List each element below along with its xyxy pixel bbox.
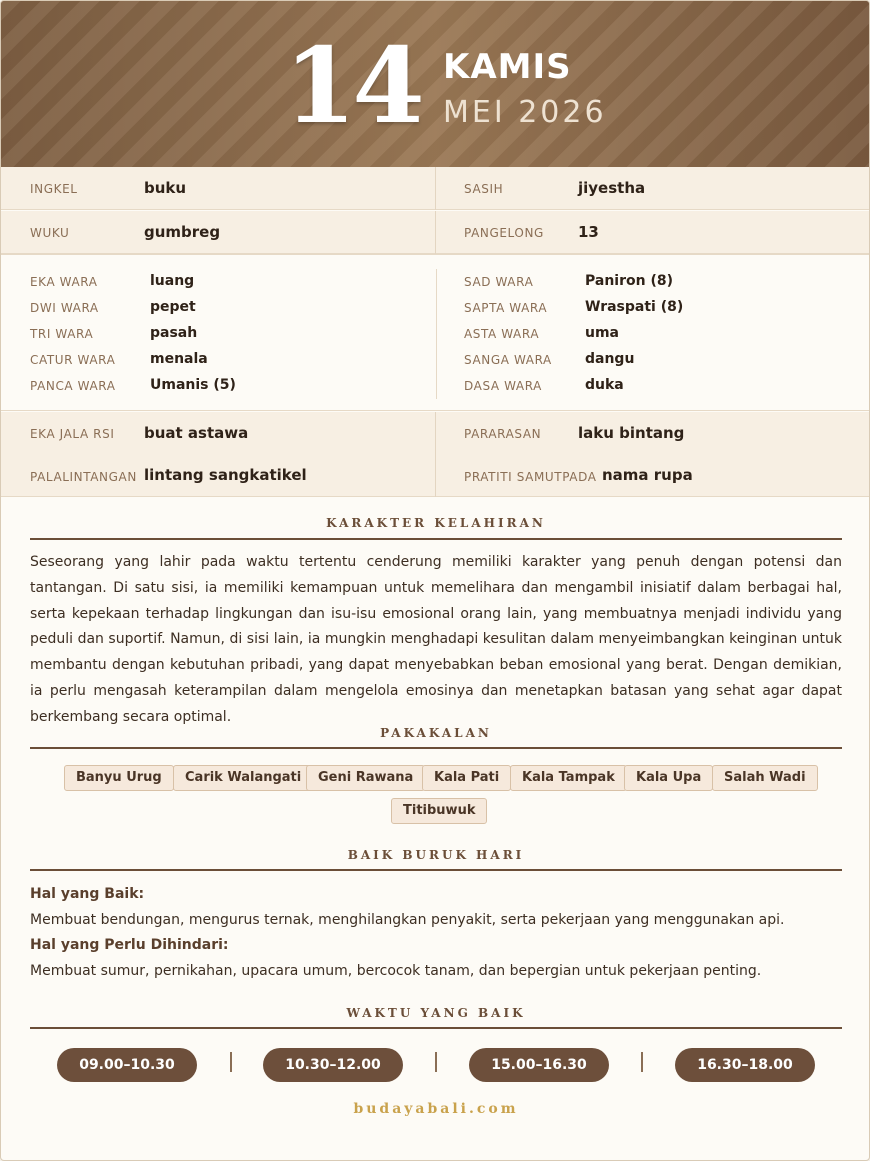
month-year: MEI 2026 [443,95,607,130]
wara-row-panca [30,372,430,398]
wara-row-dwi [30,294,430,320]
info-row-palalintangan-pratiti [1,454,870,497]
wara-value: luang [150,273,195,289]
wara-value: uma [585,325,620,341]
wara-row-asta [464,320,864,346]
info-cell-pratiti-samutpada [437,454,870,497]
avoid-label: Hal yang Perlu Dihindari: [30,937,229,953]
avoid-text: Membuat sumur, pernikahan, upacara umum, bercocok tanam, dan bepergian untuk pekerjaan penting. [30,963,762,979]
info-cell-sasih [437,167,870,210]
wuku-value: gumbreg [144,223,221,241]
info-row-wuku-pangelong [1,211,870,254]
info-cell-eka-jala-rsi [1,412,436,455]
waktu-rule [30,1027,842,1029]
good-label: Hal yang Baik: [30,886,145,902]
wara-label: TRI WARA [30,327,94,341]
info-row-ekajala-pararasan [1,412,870,455]
day-number: 14 [284,24,421,147]
info-row-ingkel-sasih [1,167,870,210]
pakakalan-chip: Kala Tampak [510,765,627,791]
info-cell-palalintangan [1,454,436,497]
wara-label: CATUR WARA [30,353,116,367]
time-slot-separator [641,1052,643,1072]
date-header [1,1,869,167]
eka-jala-rsi-value: buat astawa [144,424,249,442]
pakakalan-chip: Kala Upa [624,765,713,791]
wara-label: PANCA WARA [30,379,116,393]
time-slot-separator [230,1052,232,1072]
wara-row-sanga [464,346,864,372]
wuku-label: WUKU [30,226,70,240]
wara-label: EKA WARA [30,275,98,289]
pakakalan-chip: Banyu Urug [64,765,174,791]
wara-value: pasah [150,325,198,341]
karakter-title: KARAKTER KELAHIRAN [326,516,546,530]
time-slot-separator [435,1052,437,1072]
palalintangan-value: lintang sangkatikel [144,466,307,484]
pararasan-label: PARARASAN [464,427,542,441]
time-slot-pill: 16.30–18.00 [675,1048,815,1082]
pakakalan-chip: Geni Rawana [306,765,425,791]
pakakalan-title: PAKAKALAN [380,726,492,740]
wara-label: DASA WARA [464,379,542,393]
pakakalan-chip: Carik Walangati [173,765,313,791]
good-text: Membuat bendungan, mengurus ternak, menghilangkan penyakit, serta pekerjaan yang menggunakan api. [30,912,785,928]
info-cell-pararasan [437,412,870,455]
wara-row-sapta [464,294,864,320]
pratiti-samutpada-label: PRATITI SAMUTPADA [464,470,597,484]
info-cell-ingkel [1,167,436,210]
pratiti-samutpada-value: nama rupa [602,466,693,484]
wara-label: ASTA WARA [464,327,540,341]
sasih-value: jiyestha [578,179,646,197]
wara-row-catur [30,346,430,372]
wara-table [1,254,870,411]
baik-buruk-title: BAIK BURUK HARI [347,848,525,862]
wara-value: Paniron (8) [585,273,673,289]
wara-label: SAPTA WARA [464,301,548,315]
wara-row-dasa [464,372,864,398]
site-footer[interactable]: budayabali.com [353,1101,519,1117]
sasih-label: SASIH [464,182,504,196]
pangelong-label: PANGELONG [464,226,544,240]
pakakalan-rule [30,747,842,749]
time-slot-pill: 15.00–16.30 [469,1048,609,1082]
wara-label: DWI WARA [30,301,99,315]
waktu-title: WAKTU YANG BAIK [346,1006,526,1020]
wara-label: SAD WARA [464,275,534,289]
pakakalan-chip: Salah Wadi [712,765,818,791]
time-slot-pill: 09.00–10.30 [57,1048,197,1082]
wara-value: menala [150,351,208,367]
eka-jala-rsi-label: EKA JALA RSI [30,427,115,441]
karakter-text: Seseorang yang lahir pada waktu tertentu cenderung memiliki karakter yang penuh dengan potensi dan tantangan. Di satu sisi, ia memiliki kemampuan untuk memelihara dan mengambil inisiatif dalam berbagai hal, serta kepekaan terhadap lingkungan dan isu-isu emosional orang lain, yang membuatnya menjadi individu yang peduli dan suportif. Namun, di sisi lain, ia mungkin menghadapi kesulitan dalam menyeimbangkan keinginan untuk membantu dengan kebutuhan pribadi, yang dapat menyebabkan beban emosional yang berat. Dengan demikian, ia perlu mengasah keterampilan dalam mengelola emosinya dan menetapkan batasan yang sehat agar dapat berkembang secara optimal. [30,554,842,725]
pakakalan-chip: Kala Pati [422,765,511,791]
wara-row-eka [30,268,430,294]
wara-value: Umanis (5) [150,377,236,393]
baik-buruk-rule [30,869,842,871]
wara-value: Wraspati (8) [585,299,684,315]
wara-row-tri [30,320,430,346]
day-name: KAMIS [443,47,572,87]
karakter-rule [30,538,842,540]
info-cell-pangelong [437,211,870,254]
palalintangan-label: PALALINTANGAN [30,470,137,484]
ingkel-value: buku [144,179,187,197]
ingkel-label: INGKEL [30,182,78,196]
pararasan-value: laku bintang [578,424,685,442]
wara-value: dangu [585,351,635,367]
info-cell-wuku [1,211,436,254]
wara-label: SANGA WARA [464,353,552,367]
wara-value: pepet [150,299,196,315]
pakakalan-chip: Titibuwuk [391,798,487,824]
time-slot-pill: 10.30–12.00 [263,1048,403,1082]
pangelong-value: 13 [578,223,599,241]
wara-value: duka [585,377,624,393]
wara-row-sad [464,268,864,294]
wara-divider [436,269,437,399]
